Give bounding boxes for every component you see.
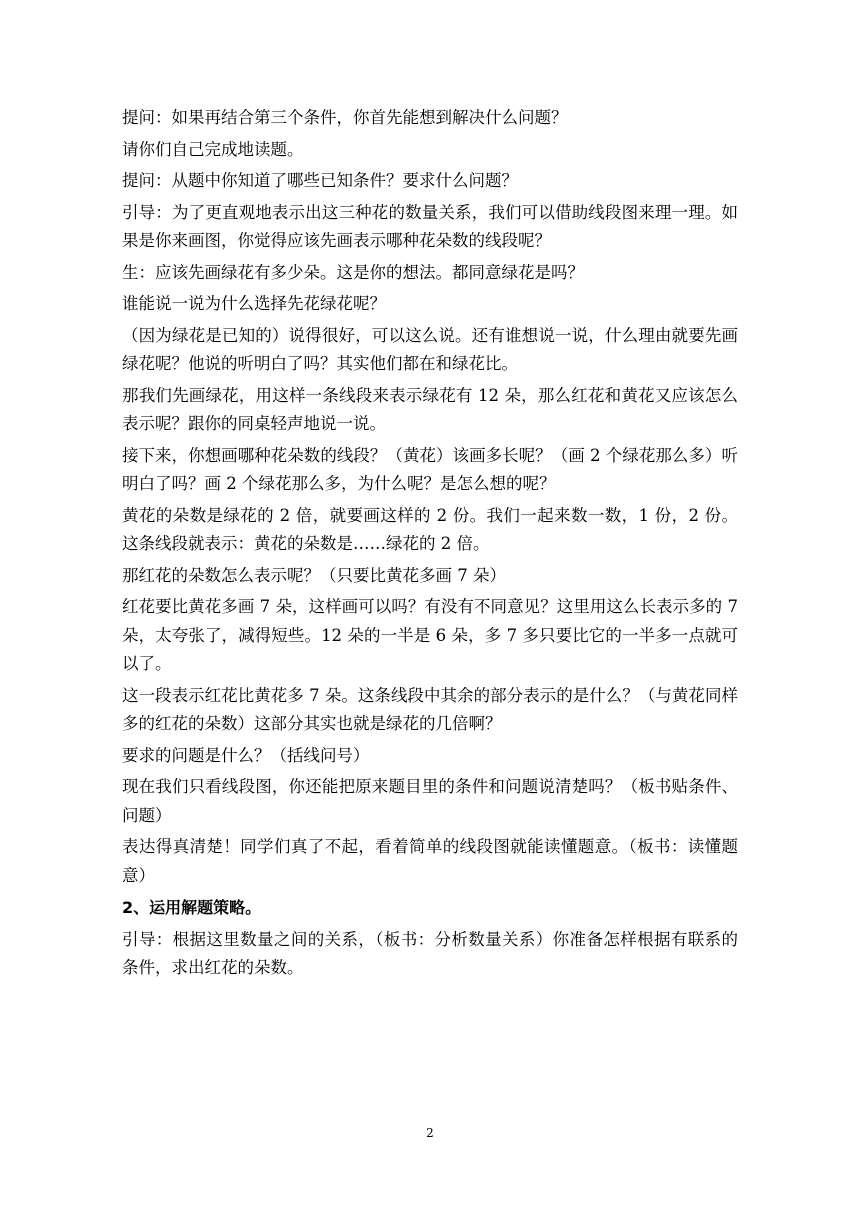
paragraph: 接下来，你想画哪种花朵数的线段？（黄花）该画多长呢？（画 2 个绿花那么多）听明白了吗？画 2 个绿花那么多，为什么呢？是怎么想的呢？ — [122, 445, 738, 493]
paragraph: 红花要比黄花多画 7 朵，这样画可以吗？有没有不同意见？这里用这么长表示多的 7 朵，太夸张了，减得短些。12 朵的一半是 6 朵，多 7 多只要比它的一半多一点就可以了。 — [122, 597, 738, 673]
paragraph: 引导：根据这里数量之间的关系，（板书：分析数量关系）你准备怎样根据有联系的条件，求出红花的朵数。 — [122, 929, 738, 977]
document-body — [122, 104, 738, 986]
paragraph: 生：应该先画绿花有多少朵。这是你的想法。都同意绿花是吗？ — [122, 262, 584, 282]
page-number: 2 — [426, 1126, 434, 1140]
section-heading: 2、运用解题策略。 — [122, 898, 262, 917]
paragraph: 表达得真清楚！同学们真了不起，看着简单的线段图就能读懂题意。（板书：读懂题意） — [122, 837, 738, 885]
paragraph: 提问：从题中你知道了哪些已知条件？要求什么问题？ — [122, 171, 518, 190]
paragraph: 黄花的朵数是绿花的 2 倍，就要画这样的 2 份。我们一起来数一数，1 份，2 份。这条线段就表示：黄花的朵数是……绿花的 2 倍。 — [122, 505, 738, 553]
paragraph: 那我们先画绿花，用这样一条线段来表示绿花有 12 朵，那么红花和黄花又应该怎么表示呢？跟你的同桌轻声地说一说。 — [122, 385, 738, 433]
paragraph: 引导：为了更直观地表示出这三种花的数量关系，我们可以借助线段图来理一理。如果是你来画图，你觉得应该先画表示哪种花朵数的线段呢？ — [122, 202, 738, 250]
paragraph: 那红花的朵数怎么表示呢？（只要比黄花多画 7 朵） — [122, 565, 506, 585]
paragraph: 提问：如果再结合第三个条件，你首先能想到解决什么问题？ — [122, 108, 568, 127]
paragraph: 请你们自己完成地读题。 — [122, 139, 304, 159]
paragraph: 这一段表示红花比黄花多 7 朵。这条线段中其余的部分表示的是什么？（与黄花同样多的红花的朵数）这部分其实也就是绿花的几倍啊？ — [122, 685, 738, 733]
paragraph: 现在我们只看线段图，你还能把原来题目里的条件和问题说清楚吗？（板书贴条件、问题） — [122, 777, 738, 825]
paragraph: （因为绿花是已知的）说得很好，可以这么说。还有谁想说一说，什么理由就要先画绿花呢？他说的听明白了吗？其实他们都在和绿花比。 — [122, 325, 738, 373]
paragraph: 谁能说一说为什么选择先花绿花呢？ — [122, 294, 386, 313]
paragraph: 要求的问题是什么？（括线问号） — [122, 745, 370, 765]
